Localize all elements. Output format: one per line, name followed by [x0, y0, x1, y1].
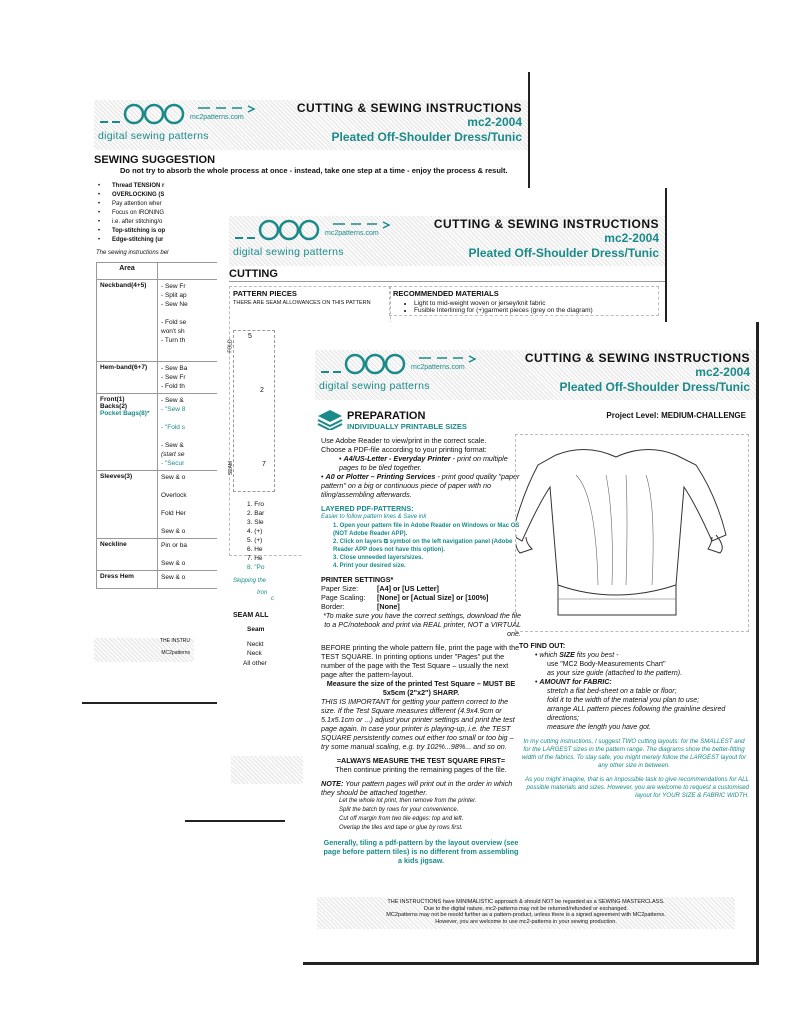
list-item: Let the whole lot print, then remove from the printer. [339, 798, 477, 804]
header-title: CUTTING & SEWING INSTRUCTIONS [296, 101, 522, 115]
list-item: 6. He [247, 546, 263, 553]
cutting-steps [247, 500, 265, 572]
list-item: 4. (+) [247, 528, 263, 535]
printer-row: Page Scaling: [None] or [Actual Size] or [100%] [321, 593, 489, 602]
printer-row: Border: [None] [321, 602, 400, 611]
list-item: Split the batch by rows for your convenience. [339, 807, 459, 813]
section-subtitle: INDIVIDUALLY PRINTABLE SIZES [347, 422, 467, 431]
page-edge [82, 702, 222, 704]
page-footer: THE INSTRU MC2patterns [94, 638, 194, 662]
iron-note: Iron c [257, 590, 274, 602]
list-item: stretch a flat bed-sheet on a table or floor; [547, 688, 677, 695]
pieces-note: THERE ARE SEAM ALLOWANCES ON THIS PATTERN [233, 300, 371, 306]
pattern-piece-diagram: 5 2 7 FOLD SEAM [233, 330, 275, 492]
header-name: Pleated Off-Shoulder Dress/Tunic [559, 380, 750, 394]
materials-box [389, 286, 659, 316]
list-item: 2. Bar [247, 510, 265, 517]
section-title: SEWING SUGGESTION [94, 154, 216, 166]
list-item: measure the length you have got. [547, 724, 651, 731]
list-item: • Pay attention wher [112, 200, 165, 209]
list-item: • Focus on IRONING [112, 209, 165, 218]
printer-note: *To make sure you have the correct settings, download the file to a PC/notebook and print via REAL printer, NOT a VIRTUAL one. [323, 611, 521, 638]
dress-drawing-icon [516, 435, 748, 631]
list-item: • i.e. after stitching/o [112, 218, 165, 227]
section-subtitle: Do not try to absorb the whole process at once - instead, take one step at a time - enjoy the process & result. [120, 166, 508, 175]
preparation-text [321, 436, 521, 865]
list-item: arrange ALL pattern pieces following the grainline desired directions; [547, 706, 726, 722]
section-title: PREPARATION [347, 410, 426, 422]
measure-text: Measure the size of the printed Test Square – MUST BE 5x5cm (2"x2") SHARP. [326, 679, 516, 697]
seam-title: SEAM ALL [233, 612, 269, 619]
layered-subtitle: Easier to follow pattern lines & Save ink [321, 514, 427, 520]
brand-logo [233, 218, 423, 260]
list-item: Overlap the tiles and tape or glue by rows first. [339, 825, 463, 831]
logo-tagline: digital sewing patterns [98, 130, 209, 142]
printer-row: Paper Size: [A4] or [US Letter] [321, 584, 439, 593]
header-name: Pleated Off-Shoulder Dress/Tunic [468, 246, 659, 260]
header-code: mc2-2004 [604, 231, 659, 245]
list-item: 1. Open your pattern file in Adobe Reader on Windows or Mac OS (NOT Adobe Reader APP). [333, 523, 520, 537]
table-cell: Dress Hem [97, 571, 158, 589]
page-footer: THE INSTRUCTIONS have MINIMALISTIC approach & should NOT be regarded as a SEWING MASTERCLASS. Due to the digital nature, mc2-patterns may not be returned/refunded or exchanged. MC2patterns may not be resold further as a pattern-product, unless there is a signed agreement with MC2patterns. However, you are welcome to use mc2-patterns in your sewing production. [317, 897, 735, 929]
note-text: The sewing instructions bel [96, 250, 169, 256]
table-cell: Sleeves(3) [97, 471, 158, 539]
find-out-section [519, 642, 749, 800]
seam-header: Seam [247, 626, 265, 633]
list-item: 4. Print your desired size. [333, 563, 406, 569]
dress-illustration [515, 434, 749, 632]
list-item: 5. (+) [247, 537, 263, 544]
logo-site: mc2patterns.com [325, 230, 379, 237]
page-header [94, 100, 528, 150]
header-code: mc2-2004 [695, 365, 750, 379]
table-cell: Hem-band(6+7) [97, 362, 158, 394]
list-item: • OVERLOCKING (S [112, 191, 165, 200]
table-cell: Neckband(4+5) [97, 280, 158, 362]
list-item: Cut off margin from two tile edges: top and left. [339, 816, 464, 822]
list-item: • Top-stitching is op [112, 227, 165, 236]
size-line: • which SIZE fits you best - [535, 652, 619, 659]
divider [229, 281, 665, 282]
page-header [315, 350, 756, 400]
then-text: Then continue printing the remaining pages of the file. [335, 765, 507, 774]
table-header: Area [97, 263, 158, 280]
logo-tagline: digital sewing patterns [319, 380, 430, 392]
table-cell: - Sew Ba - Sew Fr - Fold th [158, 362, 255, 394]
seam-rows: Neckt Neck [247, 641, 264, 657]
logo-site: mc2patterns.com [411, 364, 465, 371]
list-item: fold it to the width of the material you plan to use; [547, 697, 700, 704]
table-cell: Neckline [97, 539, 158, 571]
table-cell: - Sew & - "Sew 8 - "Fold s - Sew & (start se - "Secur [158, 394, 255, 471]
note-text: NOTE: Your pattern pages will print out in the order in which they should be attached together. [321, 779, 513, 797]
amount-line: • AMOUNT for FABRIC: [535, 679, 612, 686]
layout-note: In my cutting instructions, I suggest TWO cutting layouts: for the SMALLEST and for the LARGEST sizes in the pattern range. The diagrams show the better-fitting width of the fabrics. To stay safe, you might merely follow the LARGEST layout for any other size in between. [521, 738, 747, 769]
before-text: BEFORE printing the whole pattern file, print the page with the TEST SQUARE. In printing options under "Pages" put the number of the page with the Test Square – usually the next page after the pattern-layout. [321, 643, 520, 679]
logo-tagline: digital sewing patterns [233, 246, 344, 258]
page-footer [231, 756, 311, 784]
intro-line: Choose a PDF-file according to your printing format: [321, 445, 487, 454]
page-edge [185, 820, 285, 822]
header-name: Pleated Off-Shoulder Dress/Tunic [331, 130, 522, 144]
materials-title: RECOMMENDED MATERIALS [393, 289, 499, 298]
list-item: 1. Fro [247, 501, 264, 508]
page-header [229, 216, 665, 266]
intro-line: Use Adobe Reader to view/print in the correct scale. [321, 436, 487, 445]
format-option: • A0 or Plotter – Printing Services - print good quality "paper pattern" on a big or continuous piece of paper with no tiling/assembling afterwards. [321, 472, 520, 499]
header-title: CUTTING & SEWING INSTRUCTIONS [433, 217, 659, 231]
header-code: mc2-2004 [467, 115, 522, 129]
list-item: • Thread TENSION r [112, 182, 165, 191]
table-cell: Sew & o Overlock Fold Her Sew & o [158, 471, 255, 539]
brand-logo [319, 352, 509, 394]
list-item: 3. Sle [247, 519, 264, 526]
brand-logo [98, 102, 288, 144]
header-title: CUTTING & SEWING INSTRUCTIONS [524, 351, 750, 365]
always-text: =ALWAYS MEASURE THE TEST SQUARE FIRST= [336, 756, 506, 765]
logo-site: mc2patterns.com [190, 114, 244, 121]
layout-note: As you might imagine, that is an impossible task to give recommendations for ALL possible materials and sizes. However, you are welcome to request a customised layout for YOUR SIZE & FABRIC WIDTH. [524, 776, 749, 799]
list-item: • Edge-stitching (ur [112, 236, 165, 245]
list-item: • Light to mid-weight woven or jersey/knit fabric [414, 300, 658, 307]
list-item: 3. Close unneeded layers/sizes. [333, 555, 424, 561]
all-other: All other [243, 660, 267, 667]
list-item: • Fusible Interlining for (+)garment pieces (grey on the diagram) [414, 307, 658, 314]
printer-title: PRINTER SETTINGS* [321, 575, 394, 584]
table-cell: Pin or ba Sew & o [158, 539, 255, 571]
pattern-pieces-title: PATTERN PIECES [233, 289, 297, 298]
section-title: CUTTING [229, 268, 278, 280]
instruction-page-preparation [303, 322, 759, 965]
find-out-title: TO FIND OUT: [519, 643, 566, 650]
important-text: THIS IS IMPORTANT for getting your pattern correct to the size. If the Test Square measures different (4.9x4.9cm or 5.1x5.1cm or ...) adjust your printer settings and print the test page again. In case your printer is playing-up, i.e. the TEST SQUARE persistently comes out either too small or too big – try some manual scaling, e.g. try 102%...98%... and so on. [321, 697, 515, 751]
bullet-list [112, 182, 165, 245]
size-line: use "MC2 Body-Measurements Chart" [547, 661, 666, 668]
layers-icon [317, 408, 343, 430]
list-item: 7. He [247, 555, 263, 562]
table-cell: Front(1) Backs(2) Pocket Bags(8)* [97, 394, 158, 471]
table-cell: Sew & o [158, 571, 255, 589]
list-item: 2. Click on layers ⧉ symbol on the left navigation panel (Adobe Reader APP does not have this option). [333, 539, 513, 553]
generally-text: Generally, tiling a pdf-pattern by the layout overview (see page before pattern tiles) is no different from assembling a kids jigsaw. [323, 838, 519, 865]
size-line: as your size guide (attached to the pattern). [547, 670, 683, 677]
layered-title: LAYERED PDF-PATTERNS: [321, 504, 414, 513]
materials-list [390, 300, 658, 314]
list-item: 8. "Po [247, 564, 265, 571]
format-option: • A4/US-Letter - Everyday Printer - print on multiple pages to be tiled together. [339, 454, 508, 472]
project-level: Project Level: MEDIUM-CHALLENGE [606, 411, 746, 420]
skip-note: Skipping the [233, 578, 267, 584]
table-cell: - Sew Fr - Split ap - Sew Ne - Fold se won't sh - Turn th [158, 280, 255, 362]
